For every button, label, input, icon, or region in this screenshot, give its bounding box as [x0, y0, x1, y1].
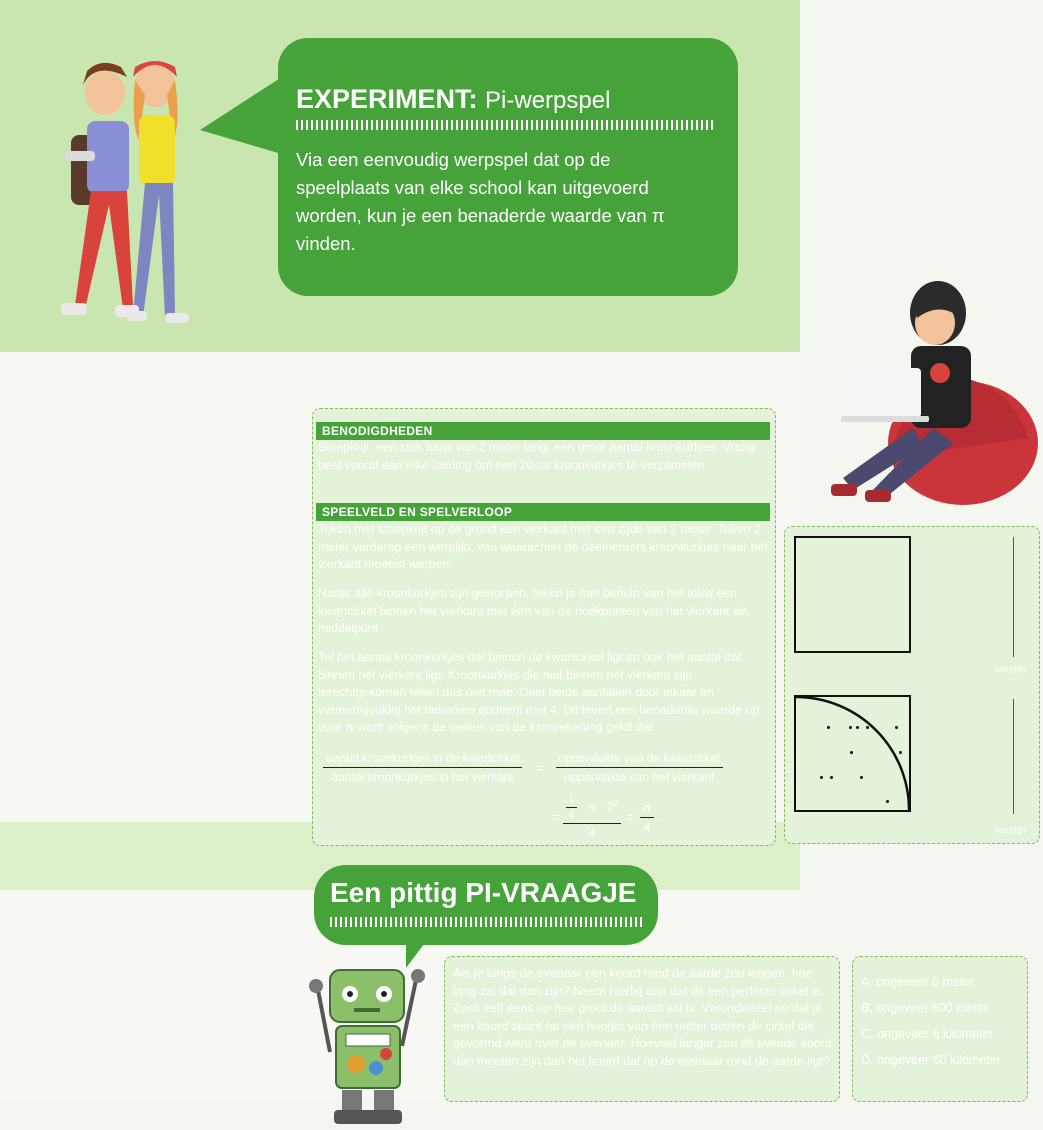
quiz-title-rule — [330, 917, 642, 927]
gameplay-paragraph-3: Tel het aantal kroonkurkjes dat binnen de kwartcirkel ligt en ook het aantal dat binnen het vierkant ligt. Kroonkurkjes die niet binnen het vierkant zijn terechtgekomen tellen dus niet mee. Deel beide aantallen door elkaar en vermenigvuldig het bekomen quotiënt met 4. Dit levert een benaderde waarde op voor π want volgens de wetten van de kansrekening geldt dat — [318, 650, 759, 734]
speech-bubble-tail — [200, 60, 290, 180]
option-text: ongeveer 6 kilometer — [876, 1027, 994, 1041]
formula-step — [551, 794, 661, 840]
instructions-panel — [312, 408, 776, 846]
option-letter: D. — [861, 1053, 874, 1067]
quiz-question-panel — [444, 956, 840, 1102]
quarter-numerator: 1 — [566, 794, 578, 808]
equals-sign: = — [534, 759, 544, 776]
step-fraction — [563, 794, 621, 840]
bottle-cap — [866, 726, 869, 729]
gameplay-paragraph-2: Nadat alle kroonkurkjes zijn geworpen, teken je met behulp van het touw een kwartcirkel binnen het vierkant met één van de hoekpunten van het vierkant als middelpunt. — [318, 586, 749, 635]
count-ratio-fraction — [323, 751, 522, 784]
square-with-quarter-circle — [794, 695, 911, 812]
quiz-question: Als je langs de evenaar een koord rond de aarde zou leggen, hoe lang zal dat dan zijn? Neem hierbij aan dat dit een perfecte cirkel is. Zoek zelf eens op hoe groot de aardstraal is. Veronderstel nu dat je een koord spant op een hoogte van één meter boven de cirkel die gevormd werd over de evenaar. Hoeveel langer zou dit tweede koord dan moeten zijn dan het koord dat op de evenaar rond de aarde ligt? — [453, 966, 832, 1068]
bottle-cap — [856, 726, 859, 729]
option-text: ongeveer 6 meter — [876, 975, 975, 989]
option-text: ongeveer 600 meter — [876, 1001, 989, 1015]
bottle-cap — [827, 726, 830, 729]
students-illustration — [35, 55, 215, 345]
bottle-cap — [895, 726, 898, 729]
result-denominator: 4 — [643, 819, 651, 834]
materials-text: Stoepkrijt, een stuk touw van 2 meter lang, een groot aantal kroonkurkjes. Vraag best vooraf aan elke leerling om een 20-tal kroonkurkjes te verzamelen. — [318, 440, 756, 472]
throw-line-label-2: werplijn — [995, 825, 1026, 835]
title-rule — [296, 120, 716, 130]
step-numerator-rest: · π · 2 — [580, 799, 614, 814]
step-numerator — [563, 794, 621, 824]
option-letter: C. — [861, 1027, 874, 1041]
option-a[interactable] — [861, 975, 1026, 989]
bottle-cap — [860, 776, 863, 779]
bottle-cap — [849, 726, 852, 729]
option-d[interactable] — [861, 1053, 1026, 1067]
count-ratio-numerator: aantal kroonkurkjes in de kwartcirkel — [323, 751, 522, 768]
bottle-cap — [850, 751, 853, 754]
bottle-cap — [899, 751, 902, 754]
gameplay-paragraph-1: Teken met stoepkrijt op de grond een vierkant met een zijde van 2 meter. Teken 2 meter verderop een werplijn, van waarachter de deelnemers kroonkurkjes naar het vierkant moeten werpen. — [318, 522, 768, 571]
formula-period: . — [657, 810, 661, 824]
area-ratio-fraction — [556, 751, 723, 784]
quiz-title-bubble — [314, 865, 658, 945]
throw-line-label-1: werplijn — [995, 664, 1026, 674]
option-text: ongeveer 60 kilometer — [876, 1053, 1001, 1067]
bottle-cap — [830, 776, 833, 779]
playing-field-diagram — [784, 526, 1040, 844]
bottle-cap — [820, 776, 823, 779]
experiment-name: Pi-werpspel — [485, 87, 611, 114]
throw-line-2 — [1013, 699, 1014, 814]
option-letter: A. — [861, 975, 873, 989]
result-equals-sign: = — [626, 809, 635, 825]
result-numerator: π — [640, 801, 654, 818]
boy-on-beanbag-illustration — [813, 278, 1043, 508]
bottle-cap — [886, 800, 889, 803]
step-equals-sign: = — [551, 809, 560, 825]
options-list — [861, 975, 1026, 1079]
experiment-label: EXPERIMENT: — [296, 84, 478, 114]
option-c[interactable] — [861, 1027, 1026, 1041]
area-ratio-denominator: oppervlakte van het vierkant — [564, 770, 715, 784]
result-fraction — [640, 801, 654, 834]
materials-heading: BENODIGDHEDEN — [316, 422, 770, 440]
experiment-title — [296, 84, 610, 115]
option-letter: B. — [861, 1001, 873, 1015]
step-exponent: 2 — [613, 798, 618, 808]
quiz-title: Een pittig PI-VRAAGJE — [330, 877, 637, 908]
empty-square — [794, 536, 911, 653]
robot-illustration — [298, 960, 438, 1130]
area-ratio-numerator: oppervlakte van de kwartcirkel — [556, 751, 723, 768]
count-ratio-denominator: aantal kroonkurkjes in het vierkant — [331, 770, 514, 784]
formula-row — [323, 751, 763, 784]
throw-line-1 — [1013, 537, 1014, 657]
step-denominator: 4 — [588, 826, 596, 840]
gameplay-heading: SPEELVELD EN SPELVERLOOP — [316, 503, 770, 521]
option-b[interactable] — [861, 1001, 1026, 1015]
quiz-options-panel — [852, 956, 1028, 1102]
quarter-denominator: 4 — [568, 810, 575, 821]
quarter-fraction — [566, 794, 578, 821]
experiment-intro: Via een eenvoudig werpspel dat op de speelplaats van elke school kan uitgevoerd worden, kun je een benaderde waarde van π vinden. — [296, 149, 665, 254]
